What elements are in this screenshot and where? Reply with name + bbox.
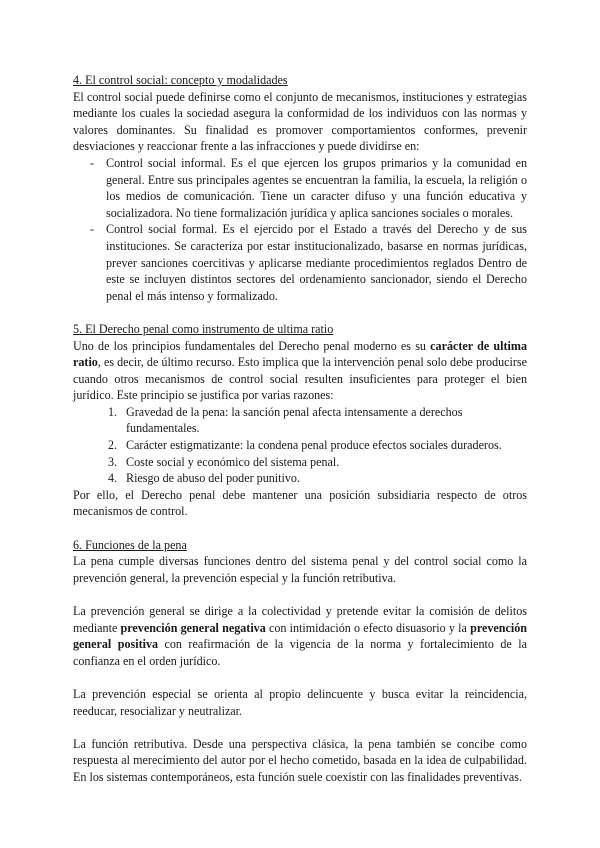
list-bullet-marker: -: [90, 155, 95, 170]
paragraph-spacer: [73, 586, 527, 603]
list-number-marker: 2.: [108, 438, 118, 453]
section-5-intro-text-continued: , es decir, de último recurso. Esto implica que la intervención penal solo debe producirse cuando otros mecanismos de control social resulten insuficientes para proteger el bien jurídico. Este principio se justifica por varias razones:: [73, 355, 527, 403]
paragraph-spacer: [73, 520, 527, 537]
paragraph-text: con intimidación o efecto disuasorio y la: [265, 620, 471, 635]
list-item: [73, 221, 527, 304]
paragraph-spacer: [73, 719, 527, 736]
paragraph-spacer: [73, 669, 527, 686]
section-5-heading: 5. El Derecho penal como instrumento de ultima ratio: [73, 321, 334, 336]
bold-term-negativa: prevención general negativa: [120, 620, 266, 635]
section-5-intro-bold: carácter de ultima ratio: [73, 338, 527, 370]
document-page: [73, 72, 527, 786]
list-item-text: Gravedad de la pena: la sanción penal afecta intensamente a derechos fundamentales.: [126, 404, 463, 436]
list-number-marker: 4.: [108, 471, 118, 486]
list-item-text: Riesgo de abuso del poder punitivo.: [126, 471, 300, 486]
funcion-retributiva-paragraph: La función retributiva. Desde una perspectiva clásica, la pena también se concibe como respuesta al merecimiento del autor por el hecho cometido, basada en la idea de culpabilidad. En los sistemas contemporáneos, esta función suele coexistir con las finalidades preventivas.: [73, 736, 527, 784]
list-item-text: Coste social y económico del sistema penal.: [126, 454, 340, 469]
section-5-intro: [73, 338, 527, 404]
section-4-intro: El control social puede definirse como el conjunto de mecanismos, instituciones y estrategias mediante los cuales la sociedad asegura la conformidad de los individuos con las normas y valores dominantes. Su finalidad es promover comportamientos conformes, prevenir desviaciones y reaccionar frente a las infracciones y puede dividirse en:: [73, 89, 527, 154]
section-4-heading: 4. El control social: concepto y modalidades: [73, 73, 288, 87]
bold-term-positiva: prevención general positiva: [73, 620, 527, 652]
list-item: [73, 404, 527, 437]
section-5-intro-text: Uno de los principios fundamentales del Derecho penal moderno es su: [73, 338, 431, 353]
section-5-conclusion: Por ello, el Derecho penal debe mantener una posición subsidiaria respecto de otros mecanismos de control.: [73, 487, 527, 519]
list-item: [73, 437, 527, 454]
list-number-marker: 1.: [108, 404, 118, 419]
list-bullet-marker: -: [90, 222, 95, 237]
paragraph-text: con reafirmación de la vigencia de la norma y fortalecimiento de la confianza en el orden jurídico.: [73, 637, 527, 668]
list-item-text: Carácter estigmatizante: la condena penal produce efectos sociales duraderos.: [126, 438, 502, 453]
list-number-marker: 3.: [108, 454, 118, 469]
list-item: [73, 454, 527, 471]
prevencion-especial-paragraph: La prevención especial se orienta al propio delincuente y busca evitar la reincidencia, reeducar, resocializar y neutralizar.: [73, 686, 527, 718]
section-6-heading: 6. Funciones de la pena: [73, 537, 187, 552]
paragraph-spacer: [73, 304, 527, 321]
section-6-intro: La pena cumple diversas funciones dentro del sistema penal y del control social como la prevención general, la prevención especial y la función retributiva.: [73, 554, 527, 585]
list-item-text: Control social informal. Es el que ejercen los grupos primarios y la comunidad en general. Entre sus principales agentes se encuentran la familia, la escuela, la religión o los medios de comunicación. Tiene un caracter difuso y una función educativa y socializadora. No tiene formalización jurídica y aplica sanciones sociales o morales.: [106, 155, 527, 220]
section-5-list: [73, 404, 527, 487]
paragraph-text: La prevención general se dirige a la colectividad y pretende evitar la comisión de delitos mediante: [73, 604, 527, 635]
section-4-list: [73, 155, 527, 304]
prevencion-general-paragraph: [73, 603, 527, 669]
list-item-text: Control social formal. Es el ejercido por el Estado a través del Derecho y de sus instituciones. Se caracteriza por estar institucionalizado, basarse en normas jurídicas, prever sanciones coercitivas y aplicarse mediante procedimientos reglados Dentro de este se incluyen distintos sectores del ordenamiento sancionador, siendo el Derecho penal el más intenso y formalizado.: [106, 222, 527, 303]
list-item: [73, 470, 527, 487]
list-item: [73, 155, 527, 221]
